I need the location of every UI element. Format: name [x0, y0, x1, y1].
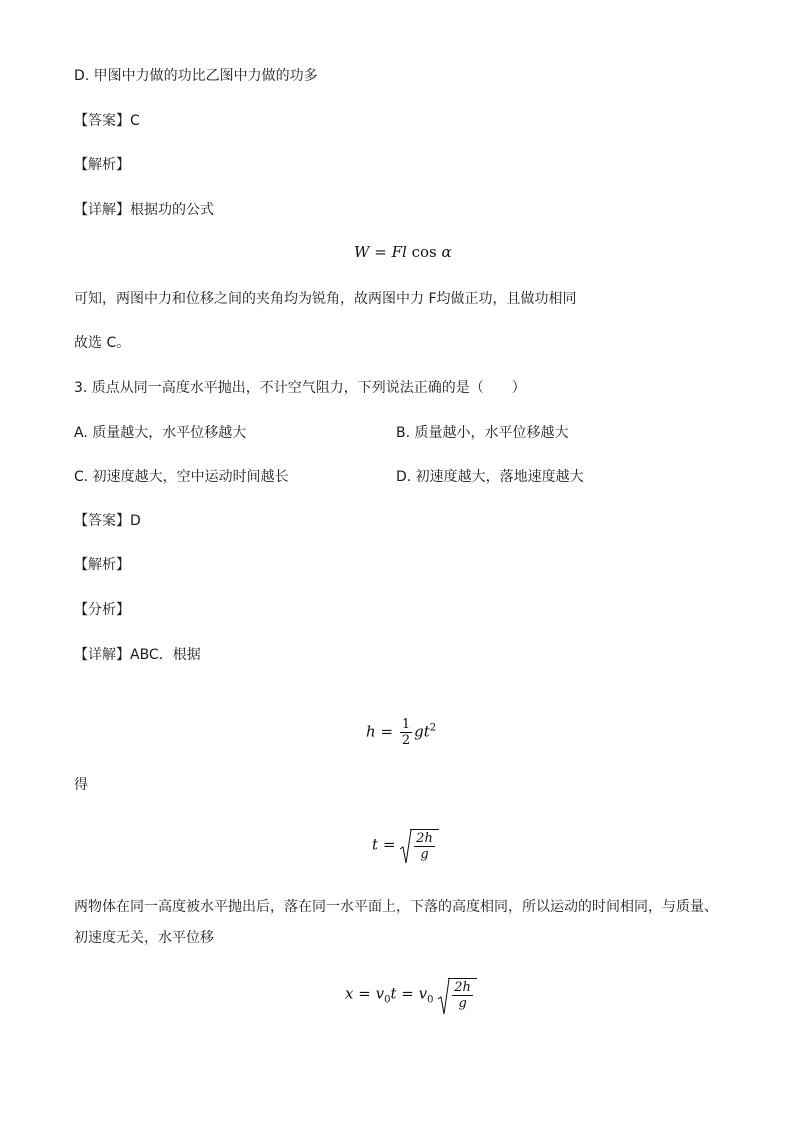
q3-answer: 【答案】D [74, 513, 141, 529]
q3-option-a: A. 质量越大，水平位移越大 [74, 425, 247, 441]
q2-answer: 【答案】C [74, 113, 140, 129]
q3-stem: 3. 质点从同一高度水平抛出，不计空气阻力，下列说法正确的是（ ） [74, 380, 526, 396]
q3-analysis-heading: 【解析】 [74, 557, 130, 573]
sqrt-symbol: $\frac{2h}{g}$ [438, 978, 477, 1011]
work-formula: W = Fl cos α [354, 243, 452, 261]
time-formula: t = $\frac{2h}{g}$ [372, 829, 439, 862]
sqrt-symbol: $\frac{2h}{g}$ [400, 829, 439, 862]
q3-detail-heading: 【详解】ABC．根据 [74, 647, 201, 663]
q3-option-d: D. 初速度越大，落地速度越大 [396, 469, 584, 485]
q3-option-b: B. 质量越小，水平位移越大 [396, 425, 569, 441]
q3-explanation-1: 两物体在同一高度被水平抛出后，落在同一水平面上，下落的高度相同，所以运动的时间相同，与质量、 [74, 899, 718, 915]
height-formula: h = $\frac{1}{2}$ $gt^2$ [366, 717, 437, 748]
q2-explanation: 可知，两图中力和位移之间的夹角均为锐角，故两图中力 F均做正功，且做功相同 [74, 291, 577, 307]
q2-analysis-heading: 【解析】 [74, 157, 130, 173]
q3-fenxi-heading: 【分析】 [74, 602, 130, 618]
q2-option-d: D. 甲图中力做的功比乙图中力做的功多 [74, 68, 318, 84]
q3-option-c: C. 初速度越大，空中运动时间越长 [74, 469, 289, 485]
q3-de: 得 [74, 777, 88, 793]
displacement-formula: $x = v_0t = v_0$ $\frac{2h}{g}$ [345, 978, 477, 1011]
q3-explanation-2: 初速度无关，水平位移 [74, 930, 214, 946]
q2-detail-heading: 【详解】根据功的公式 [74, 202, 214, 218]
q2-conclusion: 故选 C。 [74, 335, 131, 351]
